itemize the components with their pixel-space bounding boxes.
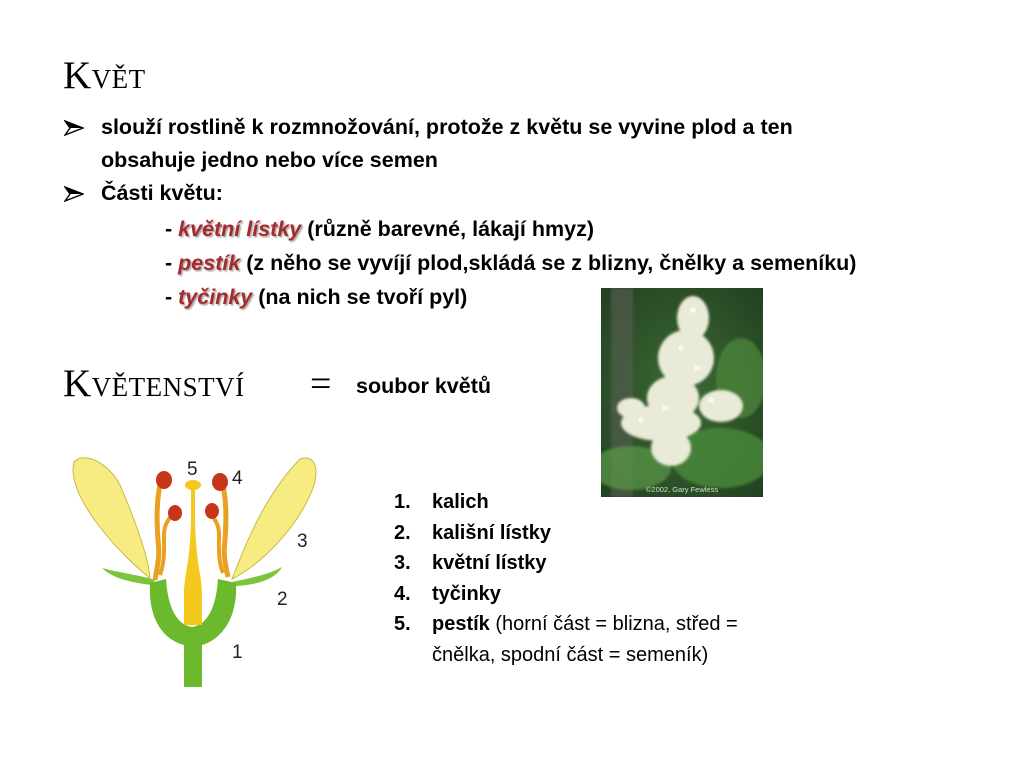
part-desc: (na nich se tvoří pyl) <box>252 285 468 309</box>
anther <box>156 471 172 489</box>
inflorescence-title: Květenství <box>63 362 245 405</box>
flower-diagram <box>60 445 330 695</box>
arrow-bullet-icon <box>64 186 84 202</box>
photo-caption: ©2002, Gary Fewless <box>645 485 719 494</box>
petal-left <box>73 458 150 578</box>
diagram-legend <box>394 487 738 670</box>
bullet-parts-heading: Části květu: <box>101 181 223 205</box>
legend-desc: čnělka, spodní část = semeník) <box>432 643 709 666</box>
pistil <box>184 480 202 625</box>
legend-num: 3. <box>394 552 411 574</box>
bullet-purpose <box>101 111 793 177</box>
part-item-petals <box>165 213 594 246</box>
part-desc: (různě barevné, lákají hmyz) <box>301 217 594 241</box>
diagram-label: 3 <box>297 531 308 552</box>
legend-item <box>394 487 738 518</box>
bullet-line: slouží rostlině k rozmnožování, protože z květu se vyvine plod a ten <box>101 115 793 139</box>
bullet-line: obsahuje jedno nebo více semen <box>101 148 438 172</box>
legend-num: 1. <box>394 491 411 513</box>
part-term: tyčinky <box>178 285 253 309</box>
part-term: pestík <box>178 251 241 275</box>
dash: - <box>165 285 179 309</box>
diagram-label: 5 <box>187 459 198 480</box>
legend-term: tyčinky <box>432 582 501 605</box>
anther <box>212 473 228 491</box>
legend-term: květní lístky <box>432 552 547 574</box>
petal-right <box>232 458 316 579</box>
part-item-pistil <box>165 247 856 280</box>
legend-item <box>394 518 738 549</box>
diagram-label: 1 <box>232 642 243 663</box>
inflorescence-photo <box>601 288 763 497</box>
legend-item <box>394 548 738 579</box>
dash: - <box>165 251 179 275</box>
part-desc: (z něho se vyvíjí plod,skládá se z blizny, čnělky a semeníku) <box>240 251 857 275</box>
anther <box>168 505 182 521</box>
legend-term: kalich <box>432 491 489 513</box>
legend-num: 4. <box>394 582 411 605</box>
diagram-label: 4 <box>232 468 243 489</box>
slide-title: Květ <box>63 54 146 97</box>
legend-item <box>394 579 738 610</box>
legend-item-continuation <box>394 640 738 671</box>
part-term: květní lístky <box>178 217 302 241</box>
legend-item <box>394 609 738 640</box>
legend-term: pestík <box>432 613 490 635</box>
legend-num: 2. <box>394 521 411 544</box>
diagram-label: 2 <box>277 589 288 610</box>
inflorescence-definition: soubor květů <box>356 374 491 398</box>
legend-num: 5. <box>394 613 411 635</box>
arrow-bullet-icon <box>64 120 84 136</box>
legend-desc: (horní část = blizna, střed = <box>489 613 738 635</box>
part-item-stamens <box>165 281 467 314</box>
equals-sign: = <box>310 363 332 405</box>
dash: - <box>165 217 179 241</box>
anther <box>205 503 219 519</box>
legend-term: kališní lístky <box>432 521 551 544</box>
